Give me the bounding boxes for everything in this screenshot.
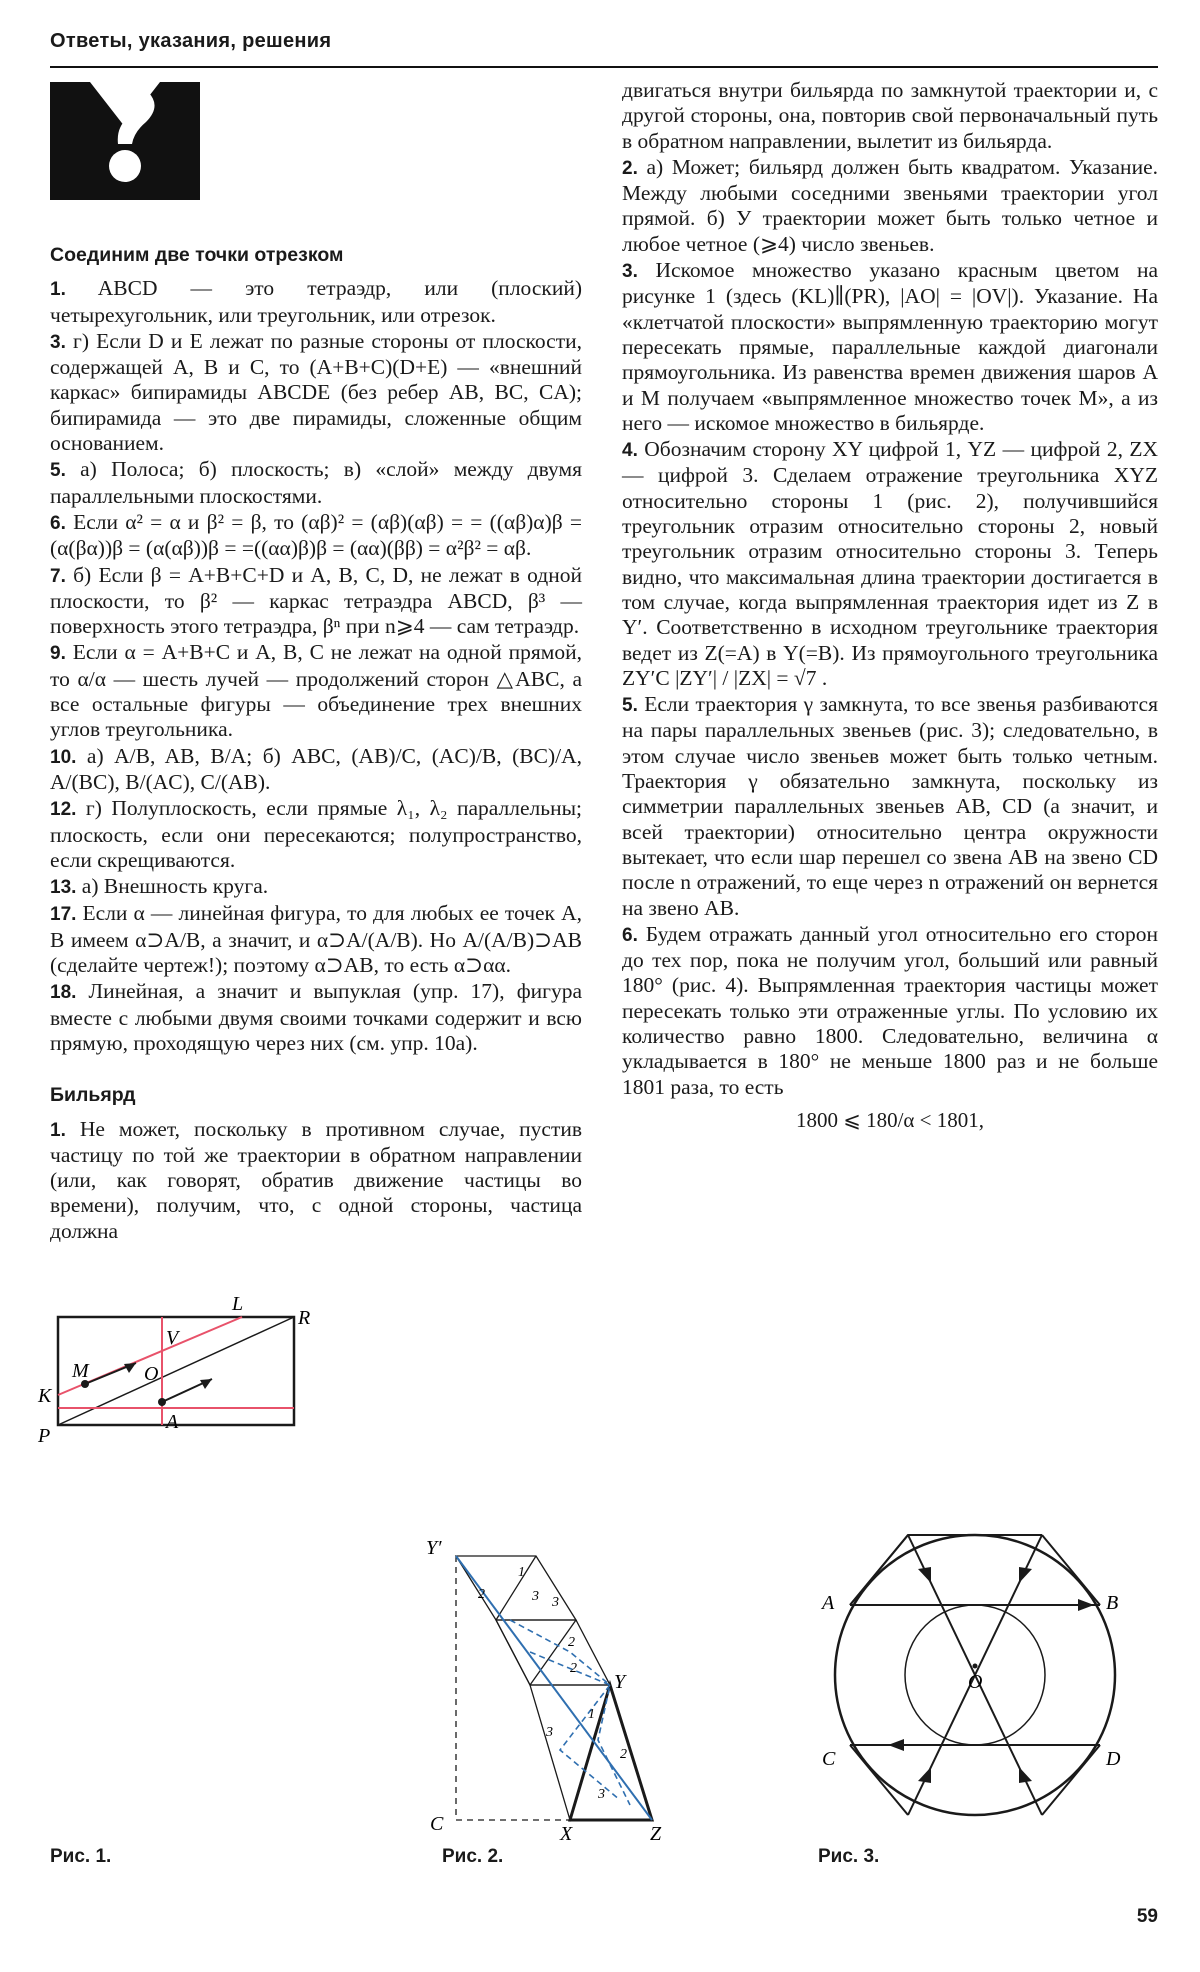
answer-text: Если α — линейная фигура, то для любых ее точек A, B имеем α⊃A/B, а значит, и α⊃A/(A/B). Но A/(A/B)⊃AB (сделайте чертеж!); поэтому α⊃AB, то есть α⊃αα. xyxy=(50,901,582,978)
answer-paragraph xyxy=(50,1117,582,1244)
answer-text: Искомое множество указано красным цветом на рисунке 1 (здесь (KL)∥(PR), |AO| = |OV|). Указание. На «клетчатой плоскости» выпрямленную траекторию могут пересекать прямые, параллельные каждой диагонали прямоугольника. Из равенства времен движения шаров A и M получаем «выпрямленное множество точек M», а из него — искомое множество в бильярде. xyxy=(622,258,1158,435)
fig3-label-C: C xyxy=(822,1748,836,1770)
figure-2 xyxy=(420,1540,760,1840)
fig2-label-Yp: Y′ xyxy=(426,1540,442,1559)
answer-paragraph xyxy=(50,979,582,1056)
section-title-segment: Соединим две точки отрезком xyxy=(50,244,344,266)
answer-number: 6. xyxy=(622,924,638,946)
left-column xyxy=(50,243,582,1245)
answer-number: 4. xyxy=(622,440,638,462)
answer-text: а) Внешность круга. xyxy=(76,874,269,899)
fig2-number-3: 3 xyxy=(552,1595,559,1610)
answer-paragraph xyxy=(622,922,1158,1100)
answer-text: а) Может; бильярд должен быть квадратом. Указание. Между любыми соседними звеньями траектории угол прямой. б) У траектории может быть только четное и любое четное (⩾4) число звеньев. xyxy=(622,154,1158,256)
page-number: 59 xyxy=(1136,1906,1158,1927)
answer-number: 18. xyxy=(50,982,77,1004)
answer-paragraph xyxy=(50,329,582,456)
answer-paragraph xyxy=(50,744,582,796)
answer-text: ABCD — это тетраэдр, или (плоский) четырехугольник, или треугольник, или отрезок. xyxy=(50,276,582,327)
fig1-label-M: M xyxy=(72,1360,89,1382)
section-paragraphs xyxy=(50,1117,582,1244)
answer-paragraph xyxy=(622,692,1158,921)
answer-paragraph xyxy=(50,640,582,742)
figure-3-caption: Рис. 3. xyxy=(818,1846,880,1867)
fig3-label-O: O xyxy=(968,1671,983,1693)
fig1-label-A: A xyxy=(166,1411,179,1433)
answer-text: Линейная, а значит и выпуклая (упр. 17), фигура вместе с любыми двумя своими точками содержит и всю прямую, проходящую через них (см. упр. 10а). xyxy=(50,979,582,1055)
section-paragraphs xyxy=(50,276,582,1056)
section-title-billiard: Бильярд xyxy=(50,1084,136,1107)
fig1-label-K: K xyxy=(38,1385,52,1407)
figure-2-caption: Рис. 2. xyxy=(442,1846,504,1867)
fig3-label-B: B xyxy=(1106,1592,1119,1614)
answer-text: г) Полуплоскость, если прямые λ₁, λ₂ параллельны; плоскость, если они пересекаются; полупространство, если скрещиваются. xyxy=(50,796,582,872)
fig1-label-O: O xyxy=(144,1363,159,1385)
figure-1-caption: Рис. 1. xyxy=(50,1846,112,1867)
continued-paragraph: двигаться внутри бильярда по замкнутой траектории и, с другой стороны, она, повторив свой первоначальный путь в обратном направлении, вылетит из бильярда. xyxy=(622,78,1158,153)
section-paragraphs xyxy=(622,155,1158,1100)
question-mark-logo xyxy=(50,82,200,200)
fig2-number-2: 2 xyxy=(478,1587,485,1602)
fig2-number-3: 3 xyxy=(546,1725,553,1740)
answer-text: Если α² = α и β² = β, то (αβ)² = (αβ)(αβ) = = ((αβ)α)β = (α(βα))β = (α(αβ))β = =((αα)β)β = (αα)(ββ) = α²β² = αβ. xyxy=(50,509,582,561)
fig2-number-3: 3 xyxy=(532,1589,539,1604)
answer-paragraph xyxy=(50,901,582,978)
answer-text: Если траектория γ замкнута, то все звенья разбиваются на пары параллельных звеньев (рис. 3); следовательно, в этом случае число звеньев может быть только четным. Траектория γ обязательно замкнута, поскольку из симметрии параллельных звеньев AB, CD (а значит, и всей траектории) относительно центра окружности вытекает, что если шар перешел со звена AB на звено CD после n отражений, то еще через n отражений он вернется на звено AB. xyxy=(622,692,1158,920)
answer-paragraph xyxy=(50,510,582,562)
answer-text: г) Если D и E лежат по разные стороны от плоскости, содержащей A, B и C, то (A+B+C)(D+E) — «внешний каркас» бипирамиды ABCDE (без ребер AB, BC, CA); бипирамида — это две пирамиды, сложенные общим основанием. xyxy=(50,328,582,456)
answer-number: 7. xyxy=(50,565,66,587)
fig2-number-1: 1 xyxy=(518,1565,525,1580)
fig2-label-Z: Z xyxy=(650,1823,662,1840)
answer-number: 1. xyxy=(50,1119,66,1141)
answer-number: 9. xyxy=(50,643,66,665)
fig1-label-R: R xyxy=(298,1307,311,1329)
figure-3 xyxy=(810,1505,1140,1840)
fig1-label-V: V xyxy=(166,1327,179,1349)
fig2-number-2: 2 xyxy=(568,1635,575,1650)
fig2-number-1: 1 xyxy=(588,1707,595,1722)
fig2-number-2: 2 xyxy=(570,1661,577,1676)
formula: 1800 ⩽ 180/α < 1801, xyxy=(795,1107,985,1132)
answer-number: 3. xyxy=(50,331,66,353)
answer-number: 17. xyxy=(50,904,77,926)
answer-text: Не может, поскольку в противном случае, пустив частицу по той же траектории в обратном направлении (или, как говорят, обратив движение частицы во времени), получим, что, с одной стороны, частица должна xyxy=(50,1116,582,1243)
answer-number: 12. xyxy=(50,799,77,821)
answer-paragraph xyxy=(622,437,1158,691)
fig1-label-P: P xyxy=(38,1425,51,1447)
answer-text: Обозначим сторону XY цифрой 1, YZ — цифрой 2, ZX — цифрой 3. Сделаем отражение треугольника XYZ относительно стороны 1 (рис. 2), получившийся треугольник отразим относительно стороны 2, новый треугольник отразим относительно стороны 3. Теперь видно, что максимальная длина траектории достигается в том случае, когда выпрямленная траектория идет из Z в Y′. Соответственно в исходном треугольнике траектория ведет из Z(=A) в Y(=B). Из прямоугольного треугольника ZY′C |ZY′| / |ZX| = √7 . xyxy=(622,437,1158,690)
answer-number: 3. xyxy=(622,261,638,283)
answer-number: 2. xyxy=(622,157,638,179)
fig2-number-3: 3 xyxy=(598,1787,605,1802)
answer-number: 5. xyxy=(622,695,638,717)
fig2-label-C: C xyxy=(430,1813,444,1835)
fig1-label-L: L xyxy=(232,1293,244,1315)
answer-paragraph xyxy=(50,276,582,328)
answer-paragraph xyxy=(622,155,1158,257)
answer-paragraph xyxy=(50,457,582,509)
answer-paragraph xyxy=(50,874,582,900)
answer-paragraph xyxy=(50,563,582,640)
answer-number: 6. xyxy=(50,512,66,534)
answer-paragraph xyxy=(622,258,1158,436)
answer-number: 1. xyxy=(50,279,66,301)
fig3-label-A: A xyxy=(822,1592,835,1614)
fig2-number-2: 2 xyxy=(620,1747,627,1762)
fig2-label-Y: Y xyxy=(614,1671,626,1693)
fig2-label-X: X xyxy=(560,1823,573,1840)
answer-text: Будем отражать данный угол относительно его сторон до тех пор, пока не получим угол, больший или равный 180° (рис. 4). Выпрямленная траектория частицы может пересекать только эти отраженные углы. По условию их количество равно 1800. Следовательно, величина α укладывается в 180° не меньше 1800 раз и не больше 1801 раза, то есть xyxy=(622,921,1158,1099)
running-header: Ответы, указания, решения xyxy=(50,30,332,52)
answer-text: Если α = A+B+C и A, B, C не лежат на одной прямой, то α/α — шесть лучей — продолжений сторон △ABC, а все остальные фигуры — объединение трех внешних углов треугольника. xyxy=(50,640,582,742)
answer-number: 5. xyxy=(50,460,66,482)
answer-text: а) A/B, AB, B/A; б) ABC, (AB)/C, (AC)/B, (BC)/A, A/(BC), B/(AC), C/(AB). xyxy=(50,743,582,794)
fig3-label-D: D xyxy=(1106,1748,1121,1770)
right-column xyxy=(622,78,1158,1133)
header-rule xyxy=(50,66,1158,68)
figure-1 xyxy=(36,1282,336,1452)
answer-text: б) Если β = A+B+C+D и A, B, C, D, не лежат в одной плоскости, то β² — каркас тетраэдра ABCD, β³ — поверхность этого тетраэдра, βⁿ при n⩾4 — сам тетраэдр. xyxy=(50,562,582,639)
answer-text: а) Полоса; б) плоскость; в) «слой» между двумя параллельными плоскостями. xyxy=(50,457,582,508)
answer-number: 13. xyxy=(50,877,77,899)
answer-paragraph xyxy=(50,796,582,873)
answer-number: 10. xyxy=(50,746,77,768)
